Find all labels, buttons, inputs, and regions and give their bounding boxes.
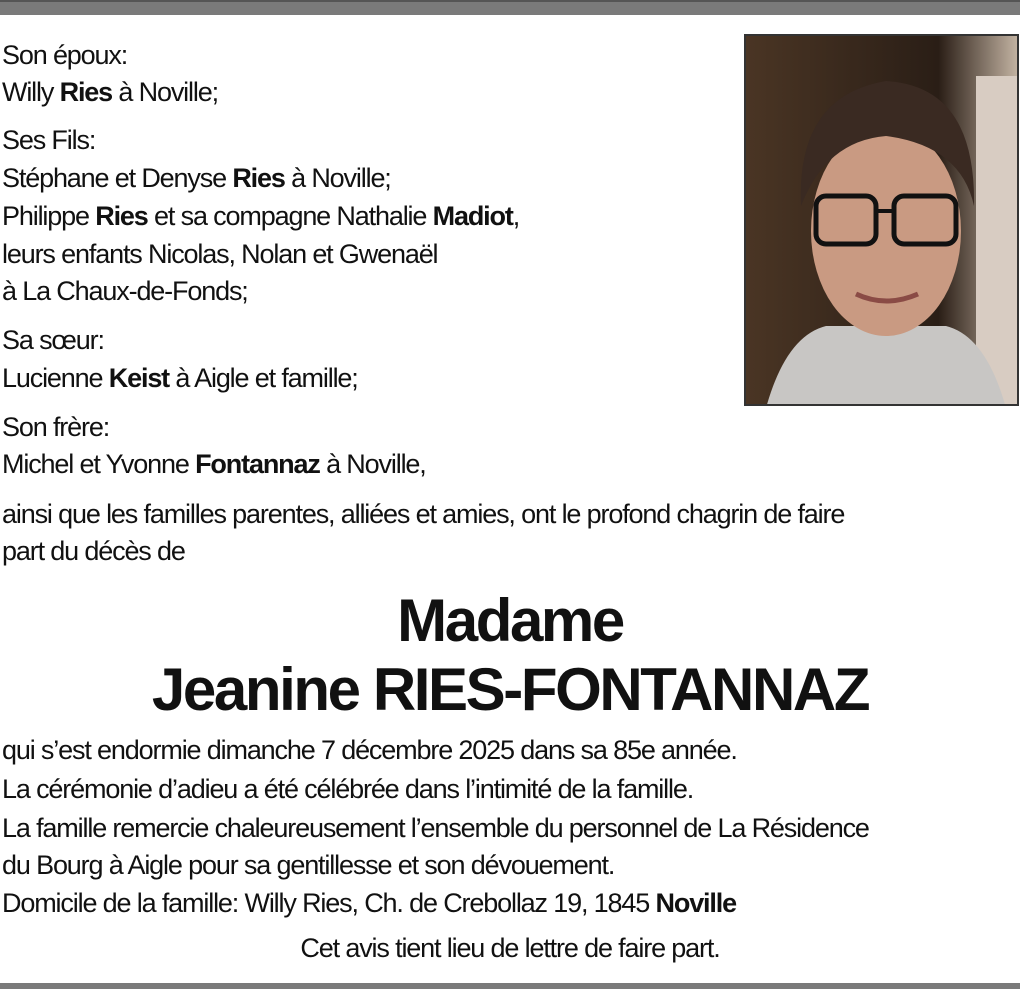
- bottom-divider: [0, 983, 1020, 989]
- text-segment: La cérémonie d’adieu a été célébrée dans l’intimité de la famille.: [2, 774, 694, 804]
- text-segment: à Noville;: [112, 77, 218, 107]
- text-segment: La famille remercie chaleureusement l’ensemble du personnel de La Résidence: [2, 813, 869, 843]
- text-line: [2, 446, 426, 482]
- text-segment: à La Chaux-de-Fonds;: [2, 276, 248, 306]
- portrait-photo: [744, 34, 1019, 406]
- text-segment: à Aigle et famille;: [169, 363, 358, 393]
- text-segment: Son époux:: [2, 40, 128, 70]
- text-line: [2, 160, 391, 196]
- text-segment: à Noville,: [319, 449, 426, 479]
- text-segment: Stéphane et Denyse: [2, 163, 233, 193]
- text-segment: Michel et Yvonne: [2, 449, 196, 479]
- surname: Ries: [232, 163, 285, 193]
- text-segment: à Noville;: [284, 163, 391, 193]
- deceased-title: Madame: [397, 587, 623, 654]
- text-segment: ainsi que les familles parentes, alliées et amies, ont le profond chagrin de faire: [2, 499, 845, 529]
- text-segment: ,: [512, 201, 520, 231]
- text-line: [2, 322, 104, 358]
- text-line: [2, 771, 693, 807]
- text-line: [2, 273, 248, 309]
- text-line: [2, 236, 437, 272]
- text-line: [2, 360, 358, 396]
- footer-note: Cet avis tient lieu de lettre de faire part.: [300, 933, 720, 963]
- text-line: [2, 847, 614, 883]
- text-segment: Lucienne: [2, 363, 109, 393]
- text-segment: Ses Fils:: [2, 125, 96, 155]
- text-line: [2, 74, 218, 110]
- text-segment: part du décès de: [2, 536, 185, 566]
- surname: Noville: [655, 888, 736, 918]
- surname: Ries: [59, 77, 113, 107]
- deceased-name: Jeanine RIES-FONTANNAZ: [151, 656, 869, 723]
- text-line: [2, 122, 95, 158]
- text-segment: Sa sœur:: [2, 325, 104, 355]
- text-line: [2, 732, 737, 768]
- text-segment: Son frère:: [2, 412, 110, 442]
- text-segment: Willy: [2, 77, 60, 107]
- text-line: [2, 533, 185, 569]
- text-line: [2, 496, 844, 532]
- text-line: [2, 810, 869, 846]
- text-segment: Domicile de la famille: Willy Ries, Ch. de Crebollaz 19, 1845: [2, 888, 656, 918]
- surname: Keist: [108, 363, 170, 393]
- surname: Fontannaz: [195, 449, 320, 479]
- text-segment: du Bourg à Aigle pour sa gentillesse et son dévouement.: [2, 850, 615, 880]
- surname: Madiot: [432, 201, 513, 231]
- text-segment: et sa compagne Nathalie: [147, 201, 433, 231]
- text-line: [2, 198, 519, 234]
- text-segment: qui s’est endormie dimanche 7 décembre 2025 dans sa 85e année.: [2, 735, 737, 765]
- text-segment: leurs enfants Nicolas, Nolan et Gwenaël: [2, 239, 438, 269]
- text-line: [2, 885, 736, 921]
- text-line: [2, 409, 109, 445]
- top-divider: [0, 0, 1020, 15]
- text-segment: Philippe: [2, 201, 96, 231]
- text-line: [2, 37, 127, 73]
- surname: Ries: [95, 201, 148, 231]
